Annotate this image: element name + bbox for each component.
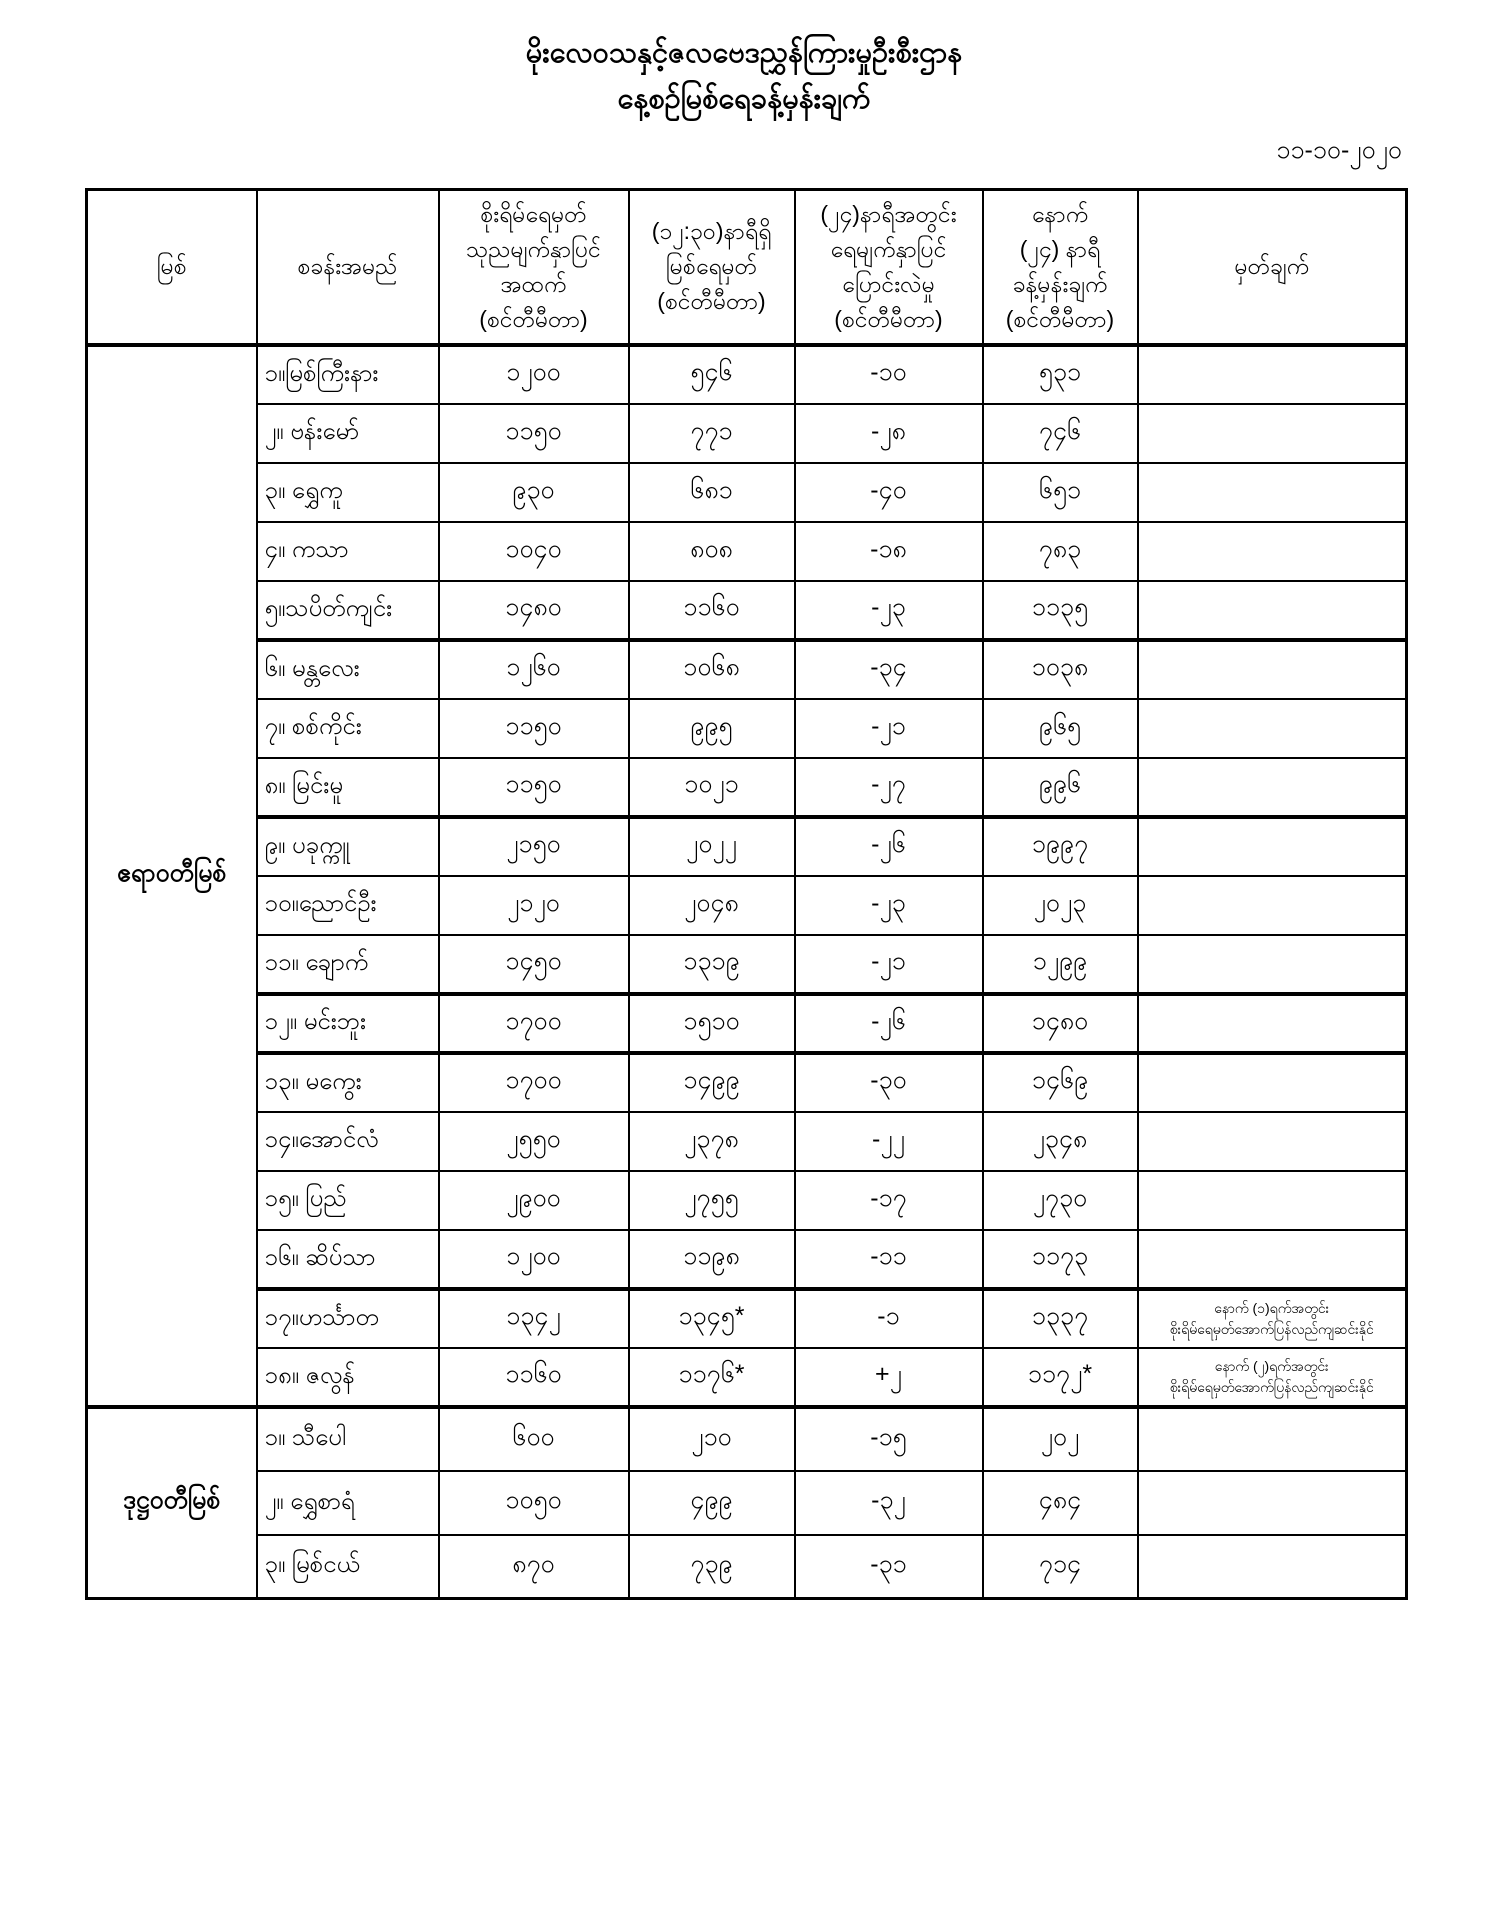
table-row	[87, 935, 1407, 994]
remark-cell	[1138, 1348, 1407, 1407]
change-24h-cell: -၃၄	[795, 640, 983, 699]
column-header-line: (စင်တီမီတာ)	[479, 305, 588, 332]
danger-level-cell: ၁၂၀၀	[439, 1230, 629, 1289]
forecast-cell: ၇၄၆	[983, 404, 1138, 463]
danger-level-cell: ၁၁၅၀	[439, 404, 629, 463]
table-row	[87, 345, 1407, 404]
table-row	[87, 1289, 1407, 1348]
station-name-cell: ၁၅။ ပြည်	[257, 1171, 439, 1230]
change-24h-cell: -၃၁	[795, 1535, 983, 1599]
page-subtitle: နေ့စဉ်မြစ်ရေခန့်မှန်းချက်	[617, 83, 871, 115]
table-row	[87, 699, 1407, 758]
column-header-line: (၂၄) နာရီ	[1019, 235, 1101, 262]
station-name-cell: ၅။သပိတ်ကျင်း	[257, 581, 439, 640]
forecast-cell: ၂၇၃၀	[983, 1171, 1138, 1230]
forecast-cell: ၂၃၄၈	[983, 1112, 1138, 1171]
remark-line: စိုးရိမ်ရေမှတ်အောက်ပြန်လည်ကျဆင်းနိုင်	[1169, 1378, 1374, 1395]
change-24h-cell: -၂၁	[795, 699, 983, 758]
table-row	[87, 994, 1407, 1053]
change-24h-cell: -၁၁	[795, 1230, 983, 1289]
title-block	[0, 30, 1488, 122]
table-header	[87, 190, 1407, 345]
water-level-cell: ၁၁၇၆*	[629, 1348, 795, 1407]
station-name-cell: ၇။ စစ်ကိုင်း	[257, 699, 439, 758]
table-row	[87, 463, 1407, 522]
column-header-line: မြစ်ရေမှတ်	[665, 253, 758, 280]
column-header-line: ခန့်မှန်းချက်	[1012, 270, 1108, 297]
water-level-cell: ၁၃၄၅*	[629, 1289, 795, 1348]
remark-line: နောက် (၁)ရက်အတွင်း	[1214, 1299, 1330, 1316]
remark-cell	[1138, 463, 1407, 522]
column-header-forecast_24h	[983, 190, 1138, 345]
table-row	[87, 581, 1407, 640]
water-level-cell: ၂၀၂၂	[629, 817, 795, 876]
column-header-line: (စင်တီမီတာ)	[1005, 305, 1115, 332]
remark-cell	[1138, 1230, 1407, 1289]
danger-level-cell: ၂၅၅၀	[439, 1112, 629, 1171]
column-header-line: သုညမျက်နှာပြင်	[466, 235, 601, 262]
remark-cell	[1138, 758, 1407, 817]
station-name-cell: ၁၂။ မင်းဘူး	[257, 994, 439, 1053]
table-row	[87, 817, 1407, 876]
forecast-cell: ၇၁၄	[983, 1535, 1138, 1599]
remark-line: နောက် (၂)ရက်အတွင်း	[1214, 1357, 1329, 1374]
table-row	[87, 1171, 1407, 1230]
danger-level-cell: ၁၄၅၀	[439, 935, 629, 994]
table-row	[87, 876, 1407, 935]
table-row	[87, 1535, 1407, 1599]
danger-level-cell: ၉၃၀	[439, 463, 629, 522]
danger-level-cell: ၂၁၂၀	[439, 876, 629, 935]
water-level-cell: ၁၁၆၀	[629, 581, 795, 640]
change-24h-cell: -၁၀	[795, 345, 983, 404]
table-row	[87, 1348, 1407, 1407]
forecast-cell: ၇၈၃	[983, 522, 1138, 581]
water-level-cell: ၇၃၉	[629, 1535, 795, 1599]
forecast-cell: ၁၁၇၃	[983, 1230, 1138, 1289]
column-header-line: အထက်	[500, 270, 567, 297]
remark-cell	[1138, 1535, 1407, 1599]
river-group-label: ဧရာဝတီမြစ်	[87, 345, 257, 1407]
forecast-cell: ၁၁၃၅	[983, 581, 1138, 640]
station-name-cell: ၄။ ကသာ	[257, 522, 439, 581]
danger-level-cell: ၂၉၀၀	[439, 1171, 629, 1230]
water-level-cell: ၆၈၁	[629, 463, 795, 522]
remark-cell	[1138, 1407, 1407, 1471]
column-header-line: ပြောင်းလဲမှု	[842, 270, 935, 297]
forecast-cell: ၆၅၁	[983, 463, 1138, 522]
danger-level-cell: ၁၃၄၂	[439, 1289, 629, 1348]
danger-level-cell: ၁၄၈၀	[439, 581, 629, 640]
change-24h-cell: -၁	[795, 1289, 983, 1348]
danger-level-cell: ၆၀၀	[439, 1407, 629, 1471]
water-level-cell: ၁၃၁၉	[629, 935, 795, 994]
column-header-line: စိုးရိမ်ရေမှတ်	[480, 200, 587, 227]
column-header-river	[87, 190, 257, 345]
change-24h-cell: -၂၈	[795, 404, 983, 463]
water-level-cell: ၁၄၉၉	[629, 1053, 795, 1112]
danger-level-cell: ၁၇၀၀	[439, 1053, 629, 1112]
danger-level-cell: ၁၁၅၀	[439, 699, 629, 758]
column-header-station	[257, 190, 439, 345]
remark-cell	[1138, 1053, 1407, 1112]
change-24h-cell: -၂၆	[795, 817, 983, 876]
water-level-cell: ၂၀၄၈	[629, 876, 795, 935]
forecast-cell: ၅၃၁	[983, 345, 1138, 404]
danger-level-cell: ၁၁၅၀	[439, 758, 629, 817]
water-level-cell: ၁၀၂၁	[629, 758, 795, 817]
forecast-cell: ၁၉၉၇	[983, 817, 1138, 876]
water-level-cell: ၉၉၅	[629, 699, 795, 758]
change-24h-cell: -၁၇	[795, 1171, 983, 1230]
remark-cell	[1138, 1112, 1407, 1171]
table-row	[87, 1471, 1407, 1535]
water-level-cell: ၈၀၈	[629, 522, 795, 581]
change-24h-cell: -၁၈	[795, 522, 983, 581]
page-title: မိုးလေဝသနှင့်ဇလဗေဒညွှန်ကြားမှုဦးစီးဌာန	[525, 37, 963, 69]
station-name-cell: ၁၈။ ဇလွန်	[257, 1348, 439, 1407]
change-24h-cell: -၃၀	[795, 1053, 983, 1112]
remark-cell	[1138, 1471, 1407, 1535]
remark-line: စိုးရိမ်ရေမှတ်အောက်ပြန်လည်ကျဆင်းနိုင်	[1169, 1320, 1374, 1337]
change-24h-cell: +၂	[795, 1348, 983, 1407]
table-body	[87, 345, 1407, 1599]
water-level-cell: ၄၉၉	[629, 1471, 795, 1535]
station-name-cell: ၉။ ပခုက္ကူ	[257, 817, 439, 876]
remark-cell	[1138, 581, 1407, 640]
danger-level-cell: ၂၁၅၀	[439, 817, 629, 876]
change-24h-cell: -၁၅	[795, 1407, 983, 1471]
water-level-cell: ၂၃၇၈	[629, 1112, 795, 1171]
water-level-cell: ၂၇၅၅	[629, 1171, 795, 1230]
station-name-cell: ၁၃။ မကွေး	[257, 1053, 439, 1112]
table-row	[87, 522, 1407, 581]
forecast-cell: ၁၁၇၂*	[983, 1348, 1138, 1407]
station-name-cell: ၁၄။အောင်လံ	[257, 1112, 439, 1171]
remark-cell	[1138, 876, 1407, 935]
station-name-cell: ၈။ မြင်းမူ	[257, 758, 439, 817]
column-header-line: (စင်တီမီတာ)	[657, 288, 766, 315]
forecast-cell: ၁၃၃၇	[983, 1289, 1138, 1348]
remark-cell	[1138, 994, 1407, 1053]
change-24h-cell: -၂၂	[795, 1112, 983, 1171]
header-row	[87, 190, 1407, 345]
table-row	[87, 1112, 1407, 1171]
forecast-cell: ၉၆၅	[983, 699, 1138, 758]
water-level-cell: ၂၁၀	[629, 1407, 795, 1471]
station-name-cell: ၃။ မြစ်ငယ်	[257, 1535, 439, 1599]
change-24h-cell: -၂၃	[795, 581, 983, 640]
station-name-cell: ၁၇။ဟင်္သာတ	[257, 1289, 439, 1348]
column-header-line: (၂၄)နာရီအတွင်း	[820, 200, 957, 227]
remark-cell	[1138, 1171, 1407, 1230]
change-24h-cell: -၄၀	[795, 463, 983, 522]
column-header-line: မြစ်	[156, 253, 187, 280]
forecast-cell: ၁၀၃၈	[983, 640, 1138, 699]
water-level-cell: ၅၄၆	[629, 345, 795, 404]
forecast-cell: ၂၀၂	[983, 1407, 1138, 1471]
forecast-cell: ၄၈၄	[983, 1471, 1138, 1535]
danger-level-cell: ၁၁၆၀	[439, 1348, 629, 1407]
forecast-cell: ၉၉၆	[983, 758, 1138, 817]
river-group-label: ဒုဋ္ဌဝတီမြစ်	[87, 1407, 257, 1599]
station-name-cell: ၃။ ရွှေကူ	[257, 463, 439, 522]
remark-cell	[1138, 522, 1407, 581]
station-name-cell: ၁၆။ ဆိပ်သာ	[257, 1230, 439, 1289]
change-24h-cell: -၃၂	[795, 1471, 983, 1535]
remark-cell	[1138, 404, 1407, 463]
forecast-cell: ၁၂၉၉	[983, 935, 1138, 994]
change-24h-cell: -၂၃	[795, 876, 983, 935]
column-header-line: မှတ်ချက်	[1234, 253, 1310, 280]
river-table	[85, 188, 1408, 1600]
water-level-cell: ၁၀၆၈	[629, 640, 795, 699]
water-level-cell: ၁၁၉၈	[629, 1230, 795, 1289]
column-header-danger_level	[439, 190, 629, 345]
table-row	[87, 640, 1407, 699]
station-name-cell: ၂။ ဗန်းမော်	[257, 404, 439, 463]
change-24h-cell: -၂၁	[795, 935, 983, 994]
remark-cell	[1138, 699, 1407, 758]
column-header-line: နောက်	[1031, 200, 1089, 227]
column-header-line: စခန်းအမည်	[297, 253, 398, 280]
remark-cell	[1138, 345, 1407, 404]
station-name-cell: ၁။ သီပေါ	[257, 1407, 439, 1471]
water-level-cell: ၇၇၁	[629, 404, 795, 463]
column-header-remark	[1138, 190, 1407, 345]
danger-level-cell: ၁၀၄၀	[439, 522, 629, 581]
table-row	[87, 404, 1407, 463]
change-24h-cell: -၂၆	[795, 994, 983, 1053]
remark-cell	[1138, 640, 1407, 699]
remark-cell	[1138, 935, 1407, 994]
table-row	[87, 1407, 1407, 1471]
table-row	[87, 1230, 1407, 1289]
report-date: ၁၁-၁၀-၂၀၂၀	[1276, 136, 1402, 164]
remark-cell	[1138, 817, 1407, 876]
forecast-cell: ၁၄၆၉	[983, 1053, 1138, 1112]
water-level-cell: ၁၅၁၀	[629, 994, 795, 1053]
table-row	[87, 758, 1407, 817]
column-header-level_1230	[629, 190, 795, 345]
table-row	[87, 1053, 1407, 1112]
station-name-cell: ၆။ မန္တလေး	[257, 640, 439, 699]
forecast-cell: ၁၄၈၀	[983, 994, 1138, 1053]
danger-level-cell: ၁၀၅၀	[439, 1471, 629, 1535]
column-header-line: ရေမျက်နှာပြင်	[830, 235, 947, 262]
danger-level-cell: ၁၂၀၀	[439, 345, 629, 404]
danger-level-cell: ၈၇၀	[439, 1535, 629, 1599]
forecast-cell: ၂၀၂၃	[983, 876, 1138, 935]
change-24h-cell: -၂၇	[795, 758, 983, 817]
station-name-cell: ၁၀။ညောင်ဦး	[257, 876, 439, 935]
column-header-line: (စင်တီမီတာ)	[834, 305, 943, 332]
station-name-cell: ၁။မြစ်ကြီးနား	[257, 345, 439, 404]
column-header-line: (၁၂:၃၀)နာရီရှိ	[651, 218, 772, 245]
station-name-cell: ၁၁။ ချောက်	[257, 935, 439, 994]
column-header-change_24h	[795, 190, 983, 345]
station-name-cell: ၂။ ရွှေစာရံ	[257, 1471, 439, 1535]
danger-level-cell: ၁၇၀၀	[439, 994, 629, 1053]
danger-level-cell: ၁၂၆၀	[439, 640, 629, 699]
remark-cell	[1138, 1289, 1407, 1348]
